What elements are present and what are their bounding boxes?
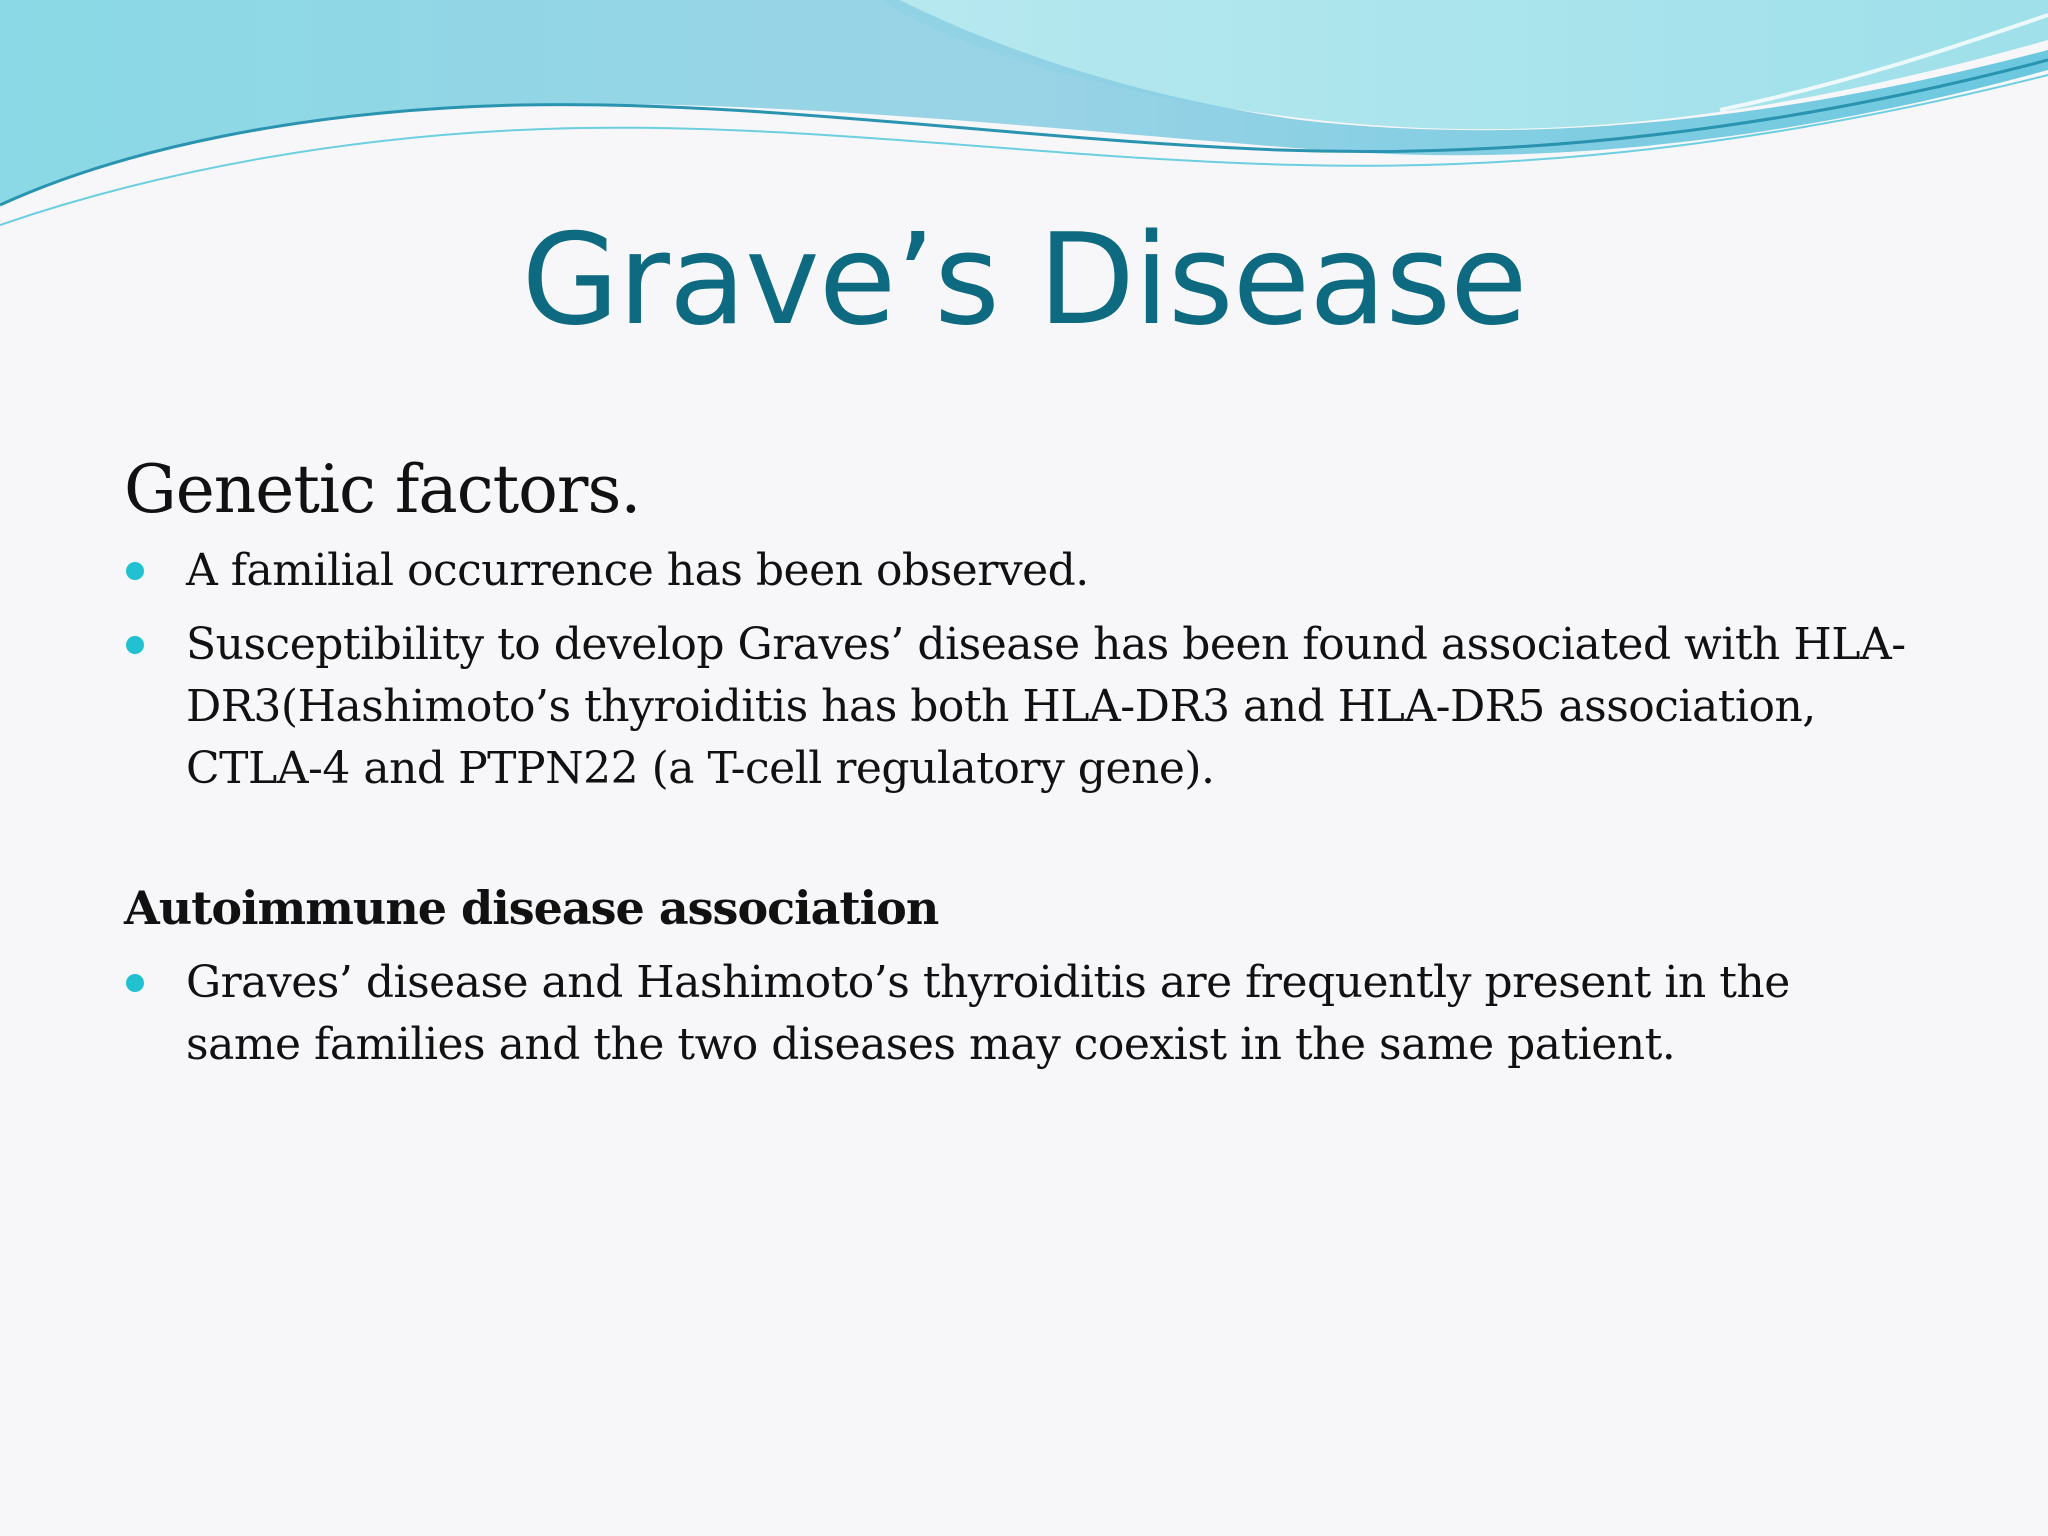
list-item <box>124 952 1914 1076</box>
slide-content <box>124 448 1914 1088</box>
autoimmune-list <box>124 952 1914 1076</box>
list-item <box>124 614 1914 800</box>
genetic-factors-list <box>124 540 1914 800</box>
list-item-text: Susceptibility to develop Graves’ disease has been found associated with HLA-DR3(Hashimoto’s thyroiditis has both HLA-DR3 and HLA-DR5 association, CTLA-4 and PTPN22 (a T-cell regulatory gene). <box>186 619 1906 794</box>
list-item-text: A familial occurrence has been observed. <box>186 545 1089 596</box>
section-heading-autoimmune: Autoimmune disease association <box>124 881 939 935</box>
section-heading-genetic-factors: Genetic factors. <box>124 451 641 528</box>
bullet-dot-icon <box>126 974 144 992</box>
header-wave-decoration <box>0 0 2048 240</box>
list-item-text: Graves’ disease and Hashimoto’s thyroiditis are frequently present in the same families and the two diseases may coexist in the same patient. <box>186 957 1790 1070</box>
bullet-dot-icon <box>126 636 144 654</box>
list-item <box>124 540 1914 602</box>
bullet-dot-icon <box>126 562 144 580</box>
slide-title: Grave’s Disease <box>521 206 1527 353</box>
